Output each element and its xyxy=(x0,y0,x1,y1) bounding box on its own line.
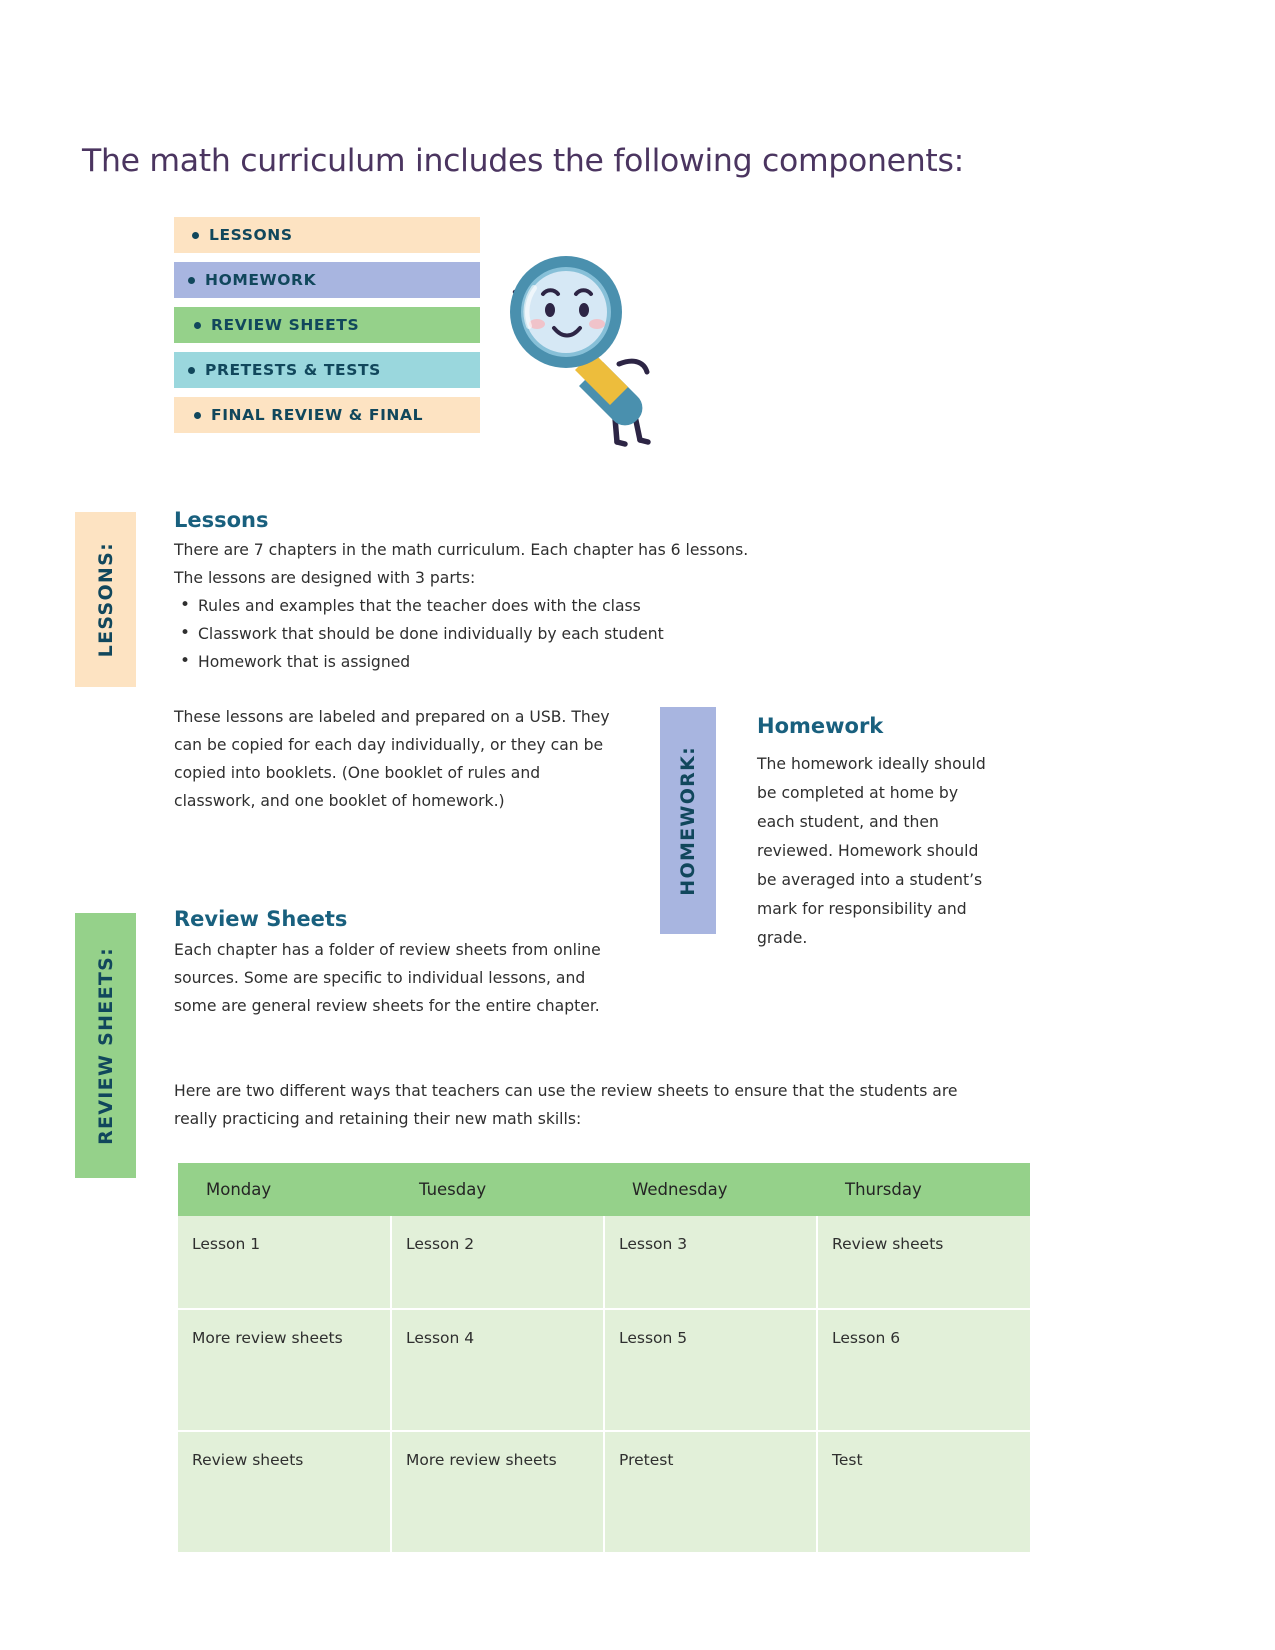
section-body-homework: The homework ideally should be completed at home by each student, and then reviewed. Homework should be averaged into a student’s mark for responsibility and grade. xyxy=(757,755,986,947)
section-heading-review-sheets: Review Sheets xyxy=(174,907,348,931)
column-header-monday: Monday xyxy=(178,1163,391,1216)
component-chip-final-review-final xyxy=(174,397,480,433)
component-chip-label: REVIEW SHEETS xyxy=(211,316,360,334)
table-row xyxy=(178,1309,1030,1431)
component-chip-label: HOMEWORK xyxy=(205,271,317,289)
side-tab-lessons-label: LESSONS: xyxy=(94,541,117,658)
section-body-review-sheets: Each chapter has a folder of review sheets from online sources. Some are specific to individual lessons, and some are general review sheets for the entire chapter. xyxy=(174,941,601,1015)
table-cell: Test xyxy=(817,1431,1030,1552)
table-cell: Lesson 4 xyxy=(391,1309,604,1431)
schedule-table-head xyxy=(178,1163,1030,1216)
table-header-row xyxy=(178,1163,1030,1216)
lessons-bullet-item: • Rules and examples that the teacher does with the class xyxy=(174,592,864,620)
column-header-thursday: Thursday xyxy=(817,1163,1030,1216)
component-chip-lessons xyxy=(174,217,480,253)
component-chip-label: FINAL REVIEW & FINAL xyxy=(211,406,424,424)
table-cell: Review sheets xyxy=(817,1216,1030,1309)
column-header-wednesday: Wednesday xyxy=(604,1163,817,1216)
bullet-dot-icon xyxy=(194,322,201,329)
schedule-table xyxy=(178,1163,1030,1552)
bullet-dot-icon xyxy=(192,232,199,239)
magnifying-glass-character-icon xyxy=(487,248,677,453)
lessons-bullet-list xyxy=(174,592,864,676)
table-cell: Lesson 5 xyxy=(604,1309,817,1431)
section-heading-lessons: Lessons xyxy=(174,508,269,532)
table-cell: Review sheets xyxy=(178,1431,391,1552)
page-title: The math curriculum includes the following components: xyxy=(82,143,964,179)
bullet-dot-icon xyxy=(188,277,195,284)
lessons-line-1: There are 7 chapters in the math curriculum. Each chapter has 6 lessons. xyxy=(174,541,749,559)
components-list xyxy=(174,217,480,442)
column-header-tuesday: Tuesday xyxy=(391,1163,604,1216)
table-row xyxy=(178,1431,1030,1552)
lessons-line-2: The lessons are designed with 3 parts: xyxy=(174,569,476,587)
side-tab-homework-label: HOMEWORK: xyxy=(677,745,699,896)
table-cell: Lesson 2 xyxy=(391,1216,604,1309)
lessons-usb-paragraph: These lessons are labeled and prepared on a USB. They can be copied for each day individually, or they can be copied into booklets. (One booklet of rules and classwork, and one booklet of homework.) xyxy=(174,708,610,810)
schedule-table-body xyxy=(178,1216,1030,1552)
component-chip-pretests-tests xyxy=(174,352,480,388)
review-sheets-intro-paragraph: Here are two different ways that teachers can use the review sheets to ensure that the students are really practicing and retaining their new math skills: xyxy=(174,1082,958,1128)
table-row xyxy=(178,1216,1030,1309)
side-tab-review-sheets-label: REVIEW SHEETS: xyxy=(94,946,117,1145)
side-tab-review-sheets xyxy=(75,913,136,1178)
bullet-dot-icon xyxy=(188,367,195,374)
section-heading-homework: Homework xyxy=(757,714,884,738)
table-cell: Lesson 6 xyxy=(817,1309,1030,1431)
side-tab-homework xyxy=(660,707,716,934)
lessons-bullet-item: • Classwork that should be done individually by each student xyxy=(174,620,864,648)
component-chip-label: LESSONS xyxy=(209,226,293,244)
table-cell: Lesson 3 xyxy=(604,1216,817,1309)
table-cell: Pretest xyxy=(604,1431,817,1552)
table-cell: More review sheets xyxy=(178,1309,391,1431)
component-chip-review-sheets xyxy=(174,307,480,343)
component-chip-homework xyxy=(174,262,480,298)
side-tab-lessons xyxy=(75,512,136,687)
table-cell: More review sheets xyxy=(391,1431,604,1552)
section-body-lessons xyxy=(174,536,864,676)
table-cell: Lesson 1 xyxy=(178,1216,391,1309)
bullet-dot-icon xyxy=(194,412,201,419)
component-chip-label: PRETESTS & TESTS xyxy=(205,361,381,379)
lessons-bullet-item: • Homework that is assigned xyxy=(174,648,864,676)
